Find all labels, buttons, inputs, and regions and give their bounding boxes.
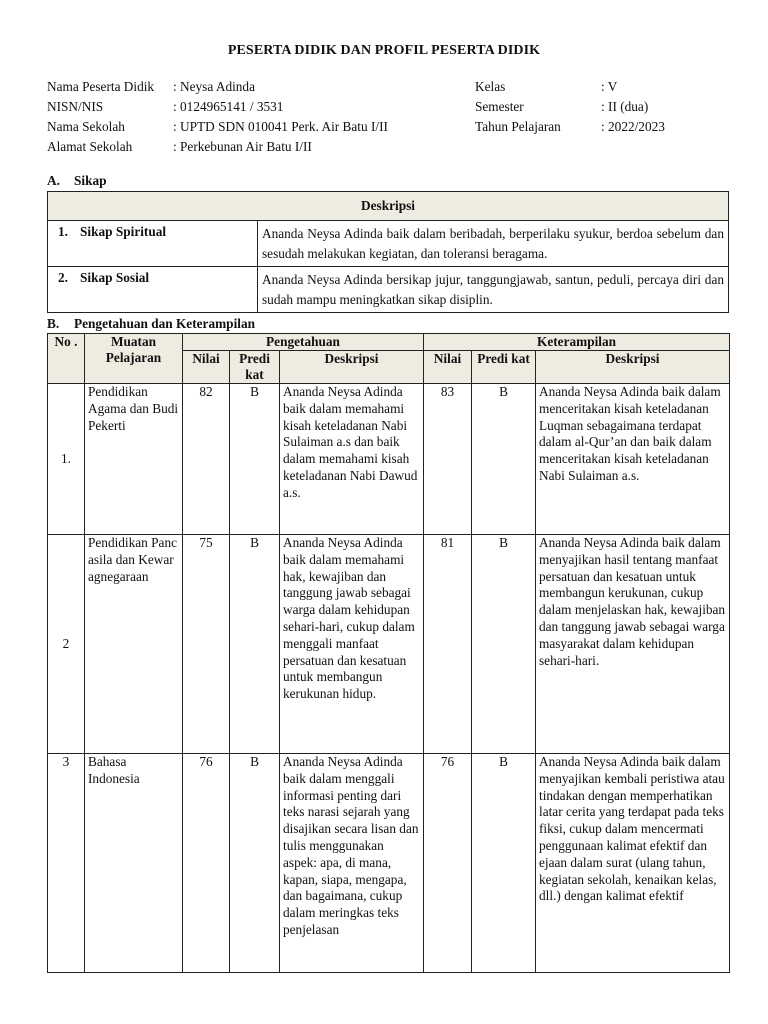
column-header-predikat: Predi kat bbox=[472, 351, 536, 384]
info-label: Kelas bbox=[475, 79, 506, 94]
info-label: Nama Sekolah bbox=[47, 119, 125, 134]
student-info bbox=[47, 77, 737, 157]
info-label: Alamat Sekolah bbox=[47, 139, 133, 154]
row-number: 3 bbox=[48, 754, 85, 973]
info-row bbox=[47, 117, 737, 137]
pengetahuan-predikat: B bbox=[230, 384, 280, 535]
table-row bbox=[48, 267, 729, 313]
pengetahuan-predikat: B bbox=[230, 535, 280, 754]
column-header-predikat: Predi kat bbox=[230, 351, 280, 384]
table-row bbox=[48, 384, 730, 535]
keterampilan-deskripsi: Ananda Neysa Adinda baik dalam menceritakan kisah keteladanan Luqman sebagaimana terdapat dalam al-Qur’an dan baik dalam menceritakan kisah keteladanan Nabi Sulaiman a.s. bbox=[536, 384, 730, 535]
info-label: NISN/NIS bbox=[47, 99, 104, 114]
info-value: : II (dua) bbox=[601, 99, 649, 114]
column-header: Deskripsi bbox=[48, 192, 729, 221]
info-value: : Perkebunan Air Batu I/II bbox=[173, 139, 312, 154]
keterampilan-deskripsi: Ananda Neysa Adinda baik dalam menyajikan hasil tentang manfaat persatuan dan kesatuan untuk membangun kerukunan, cukup dalam menjelaskan hak, kewajiban dan tanggung jawab sebagai warga masyarakat dalam kehidupan sehari-hari. bbox=[536, 535, 730, 754]
table-row bbox=[48, 535, 730, 754]
grades-table bbox=[47, 333, 730, 973]
table-header-row bbox=[48, 192, 729, 221]
table-header-row bbox=[48, 334, 730, 351]
sikap-description: Ananda Neysa Adinda bersikap jujur, tanggungjawab, santun, peduli, percaya diri dan sudah mampu meningkatkan sikap disiplin. bbox=[258, 267, 729, 313]
info-label: Nama Peserta Didik bbox=[47, 79, 155, 94]
keterampilan-nilai: 76 bbox=[424, 754, 472, 973]
sikap-description: Ananda Neysa Adinda baik dalam beribadah, berperilaku syukur, berdoa sebelum dan sesudah melakukan kegiatan, dan toleransi beragama. bbox=[258, 221, 729, 267]
info-value: : 0124965141 / 3531 bbox=[173, 99, 284, 114]
info-row bbox=[47, 137, 737, 157]
column-header-nilai: Nilai bbox=[183, 351, 230, 384]
pengetahuan-nilai: 82 bbox=[183, 384, 230, 535]
table-row bbox=[48, 754, 730, 973]
sikap-table bbox=[47, 191, 729, 313]
info-label: Semester bbox=[475, 99, 524, 114]
pengetahuan-predikat: B bbox=[230, 754, 280, 973]
pengetahuan-deskripsi: Ananda Neysa Adinda baik dalam memahami hak, kewajiban dan tanggung jawab sebagai warga dalam kehidupan sehari-hari, cukup dalam menggali manfaat persatuan dan kesatuan untuk membangun kerukunan hidup. bbox=[280, 535, 424, 754]
section-b-heading: B. Pengetahuan dan Keterampilan bbox=[47, 316, 255, 331]
info-value: : Neysa Adinda bbox=[173, 79, 255, 94]
pengetahuan-nilai: 75 bbox=[183, 535, 230, 754]
table-row bbox=[48, 221, 729, 267]
info-row bbox=[47, 97, 737, 117]
column-header-no: No . bbox=[48, 334, 85, 384]
info-row bbox=[47, 77, 737, 97]
pengetahuan-nilai: 76 bbox=[183, 754, 230, 973]
section-a-heading: A. Sikap bbox=[47, 173, 107, 188]
keterampilan-nilai: 83 bbox=[424, 384, 472, 535]
keterampilan-deskripsi: Ananda Neysa Adinda baik dalam menyajikan kembali peristiwa atau tindakan dengan memperhatikan latar cerita yang terdapat pada teks fiksi, cukup dalam mencermati penggunaan kalimat efektif dan ejaan dalam surat (ulang tahun, kegiatan sekolah, kenaikan kelas, dll.) dengan kalimat efektif bbox=[536, 754, 730, 973]
column-header-nilai: Nilai bbox=[424, 351, 472, 384]
sikap-label: 1. Sikap Spiritual bbox=[48, 221, 258, 267]
row-number: 2 bbox=[48, 535, 85, 754]
info-value: : UPTD SDN 010041 Perk. Air Batu I/II bbox=[173, 119, 388, 134]
subject-name: Pendidikan Pancasila dan Kewaragnegaraan bbox=[85, 535, 183, 754]
column-header-keterampilan: Keterampilan bbox=[424, 334, 730, 351]
keterampilan-predikat: B bbox=[472, 535, 536, 754]
column-header-deskripsi: Deskripsi bbox=[536, 351, 730, 384]
row-number: 1. bbox=[48, 384, 85, 535]
pengetahuan-deskripsi: Ananda Neysa Adinda baik dalam menggali informasi penting dari teks narasi sejarah yang disajikan secara lisan dan tulis menggunakan aspek: apa, di mana, kapan, siapa, mengapa, dan bagaimana, cukup dalam meringkas teks penjelasan bbox=[280, 754, 424, 973]
subject-name: Pendidikan Agama dan Budi Pekerti bbox=[85, 384, 183, 535]
page-title: PESERTA DIDIK DAN PROFIL PESERTA DIDIK bbox=[227, 43, 541, 58]
info-value: : 2022/2023 bbox=[601, 119, 665, 134]
keterampilan-nilai: 81 bbox=[424, 535, 472, 754]
column-header-muatan: Muatan Pelajaran bbox=[85, 334, 183, 384]
keterampilan-predikat: B bbox=[472, 384, 536, 535]
column-header-deskripsi: Deskripsi bbox=[280, 351, 424, 384]
info-label: Tahun Pelajaran bbox=[475, 119, 561, 134]
column-header-pengetahuan: Pengetahuan bbox=[183, 334, 424, 351]
subject-name: Bahasa Indonesia bbox=[85, 754, 183, 973]
pengetahuan-deskripsi: Ananda Neysa Adinda baik dalam memahami kisah keteladanan Nabi Sulaiman a.s dan baik dalam memahami kisah keteladanan Nabi Dawud a.s. bbox=[280, 384, 424, 535]
info-value: : V bbox=[601, 79, 618, 94]
sikap-label: 2. Sikap Sosial bbox=[48, 267, 258, 313]
keterampilan-predikat: B bbox=[472, 754, 536, 973]
